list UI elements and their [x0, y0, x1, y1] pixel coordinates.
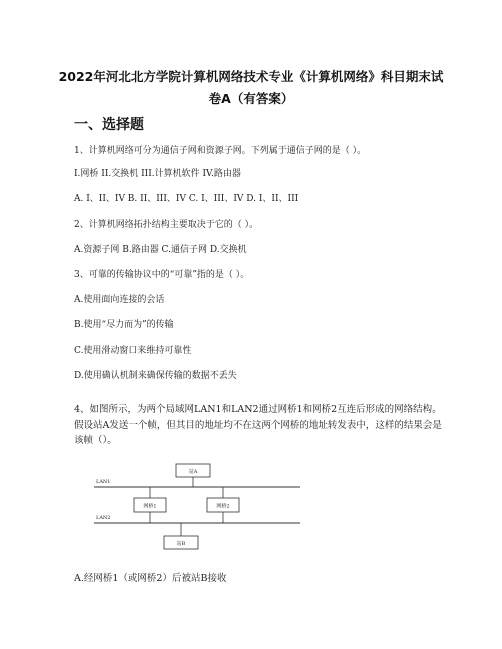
q1-items: I.网桥 II.交换机 III.计算机软件 IV.路由器 [74, 169, 241, 179]
q1-options: A. I、II、IV B. II、III、IV C. I、III、IV D. I、II、III [74, 194, 299, 204]
lan2-label: LAN2 [96, 515, 111, 521]
network-diagram [92, 461, 304, 561]
bridge1-label: 网桥1 [143, 503, 157, 510]
q3-option-c: C.使用滑动窗口来维持可靠性 [74, 346, 192, 356]
station-a-label: 站A [188, 469, 198, 475]
page-title [40, 66, 462, 110]
q3-option-d: D.使用确认机制来确保传输的数据不丢失 [74, 371, 237, 381]
q1-stem: 1、计算机网络可分为通信子网和资源子网。下列属于通信子网的是（ ）。 [74, 146, 367, 156]
title-line-2: 卷A（有答案） [208, 91, 294, 106]
bridge2-label: 网桥2 [216, 503, 230, 510]
q3-option-a: A.使用面向连接的会话 [74, 295, 165, 305]
lan1-label: LAN1 [96, 479, 111, 485]
title-line-1: 2022年河北北方学院计算机网络技术专业《计算机网络》科目期末试 [58, 69, 444, 84]
station-b-label: 站B [176, 541, 186, 547]
q2-stem: 2、计算机网络拓扑结构主要取决于它的（ ）。 [74, 220, 259, 230]
q2-options: A.资源子网 B.路由器 C.通信子网 D.交换机 [74, 245, 247, 255]
q3-stem: 3、可靠的传输协议中的“可靠”指的是（ ）。 [74, 270, 250, 280]
section-heading: 一、选择题 [74, 117, 144, 133]
q4-option-a: A.经网桥1（或网桥2）后被站B接收 [74, 573, 227, 584]
q3-option-b: B.使用“尽力而为”的传输 [74, 320, 174, 330]
q4-stem: 4、如图所示，为两个局域网LAN1和LAN2通过网桥1和网桥2互连后形成的网络结构。假设站A发送一个帧，但其目的地址均不在这两个网桥的地址转发表中，这样的结果会是该帧（）。 [74, 404, 442, 446]
